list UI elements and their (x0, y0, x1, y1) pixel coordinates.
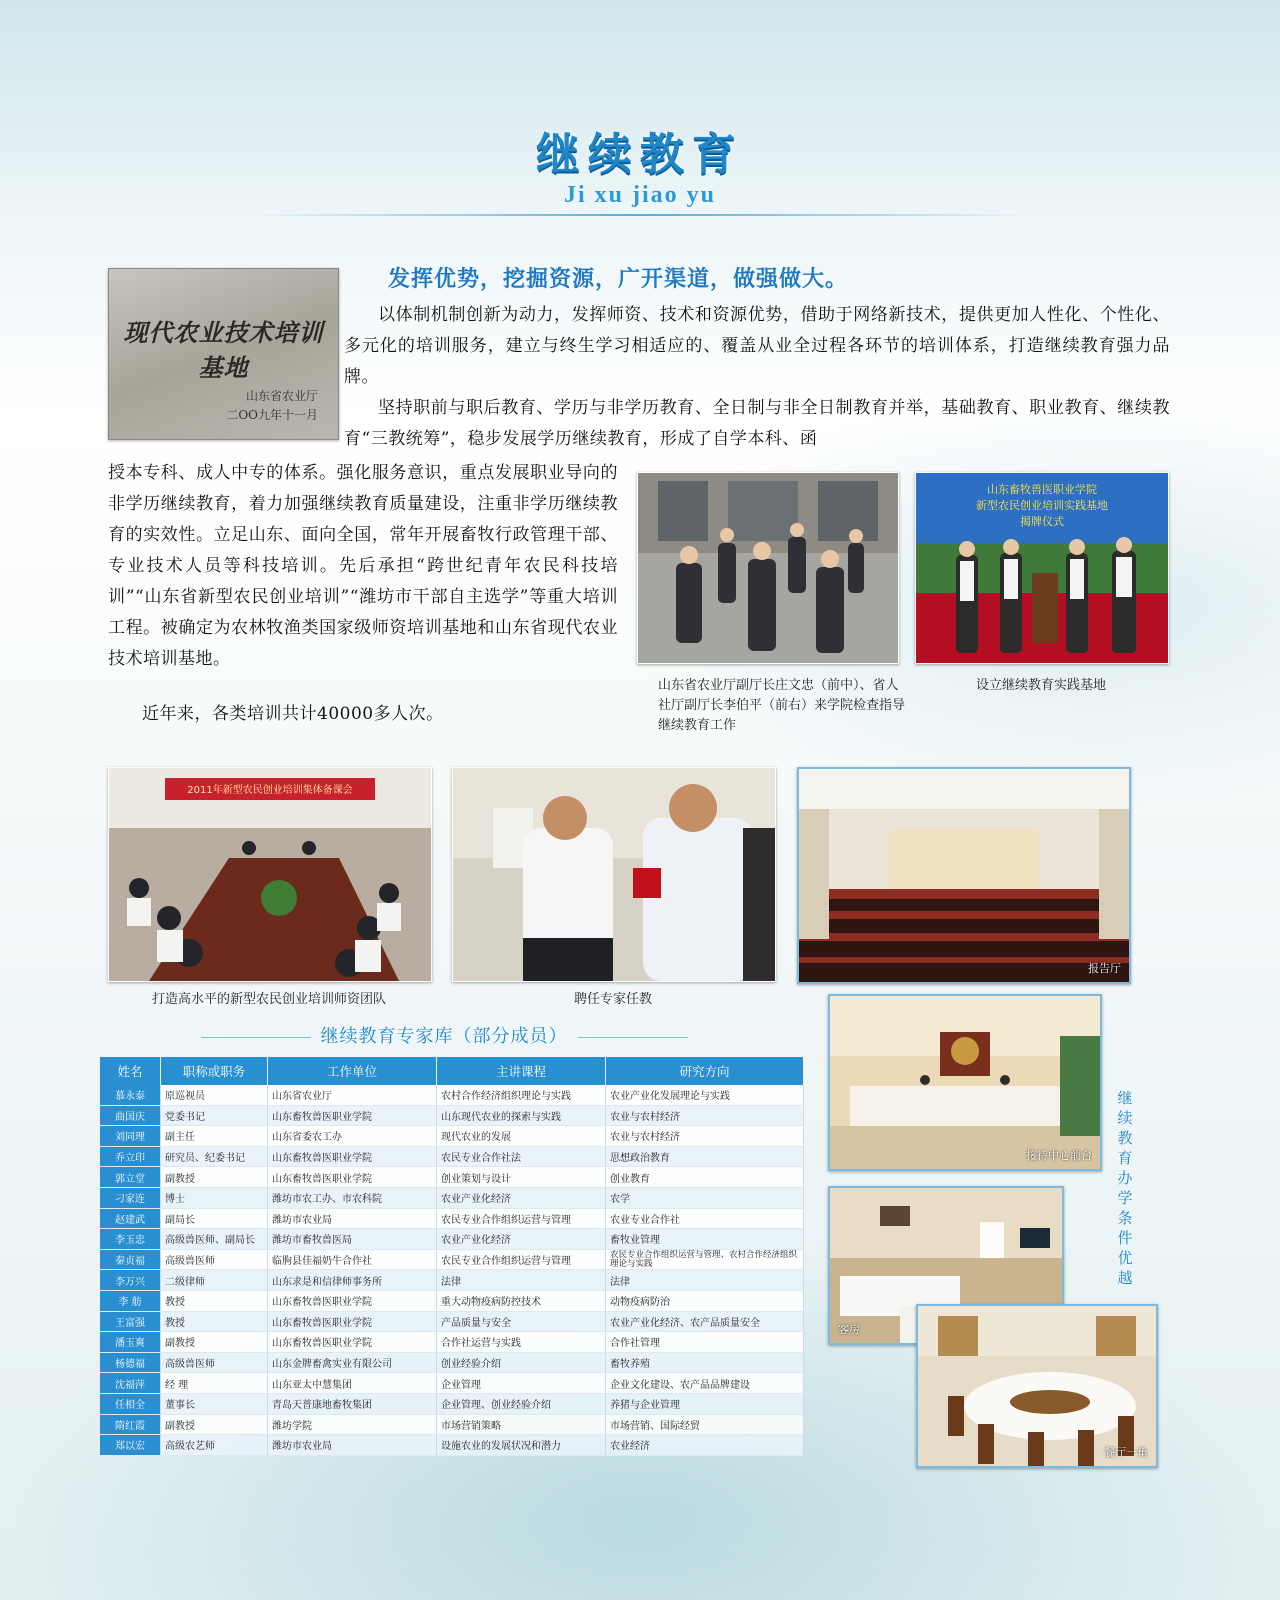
expert-name: 刘同理 (100, 1126, 161, 1147)
expert-title: 副局长 (161, 1208, 268, 1229)
training-base-plaque-photo (108, 268, 339, 440)
expert-unit: 山东亚太中慧集团 (268, 1373, 437, 1394)
table-row (100, 1167, 804, 1188)
expert-title: 副教授 (161, 1332, 268, 1353)
expert-course: 重大动物疫病防控技术 (437, 1290, 606, 1311)
expert-name: 任相全 (100, 1393, 161, 1414)
expert-unit: 潍坊市农业局 (268, 1208, 437, 1229)
expert-title: 董事长 (161, 1393, 268, 1414)
expert-name: 曲国庆 (100, 1105, 161, 1126)
table-row (100, 1414, 804, 1435)
table-row (100, 1290, 804, 1311)
expert-research: 动物疫病防治 (606, 1290, 804, 1311)
expert-unit: 山东畜牧兽医职业学院 (268, 1146, 437, 1167)
expert-research: 农业产业化发展理论与实践 (606, 1085, 804, 1105)
expert-unit: 青岛天普康地畜牧集团 (268, 1393, 437, 1414)
expert-unit: 山东省委农工办 (268, 1126, 437, 1147)
expert-research: 畜牧业管理 (606, 1229, 804, 1250)
table-row (100, 1249, 804, 1270)
expert-unit: 潍坊市畜牧兽医局 (268, 1229, 437, 1250)
page-title: 继续教育 (536, 129, 744, 180)
expert-name: 刁家连 (100, 1187, 161, 1208)
col-research: 研究方向 (606, 1057, 804, 1085)
expert-name: 杨德福 (100, 1352, 161, 1373)
expert-course: 农村合作经济组织理论与实践 (437, 1085, 606, 1105)
col-course: 主讲课程 (437, 1057, 606, 1085)
col-title: 职称或职务 (161, 1057, 268, 1085)
inspection-caption: 山东省农业厅副厅长庄文忠（前中）、省人社厅副厅长李伯平（前右）来学院检查指导继续教育工作 (658, 678, 906, 733)
expert-research: 农业产业化经济、农产品质量安全 (606, 1311, 804, 1332)
expert-research: 农业与农村经济 (606, 1105, 804, 1126)
dining-room-label: 餐厅一角 (1104, 1446, 1148, 1459)
table-row (100, 1208, 804, 1229)
table-row (100, 1146, 804, 1167)
expert-research: 养猪与企业管理 (606, 1393, 804, 1414)
expert-unit: 临朐县佳福奶牛合作社 (268, 1249, 437, 1270)
appointment-photo (452, 767, 776, 982)
ceremony-banner-line-1: 山东畜牧兽医职业学院 (987, 483, 1097, 496)
expert-course: 产品质量与安全 (437, 1311, 606, 1332)
expert-research: 畜牧养殖 (606, 1352, 804, 1373)
table-row (100, 1126, 804, 1147)
expert-name: 隋红霞 (100, 1414, 161, 1435)
slogan: 发挥优势，挖掘资源，广开渠道，做强做大。 (388, 267, 849, 292)
table-row (100, 1332, 804, 1353)
table-row (100, 1270, 804, 1291)
expert-name: 潘玉爽 (100, 1332, 161, 1353)
expert-title: 党委书记 (161, 1105, 268, 1126)
expert-unit: 山东畜牧兽医职业学院 (268, 1332, 437, 1353)
expert-research: 农业专业合作社 (606, 1208, 804, 1229)
expert-table-header (100, 1057, 804, 1085)
expert-name: 慕永泰 (100, 1085, 161, 1105)
expert-course: 企业管理、创业经验介绍 (437, 1393, 606, 1414)
ceremony-photo (915, 472, 1169, 664)
table-row (100, 1105, 804, 1126)
intro-paragraph-3: 授本专科、成人中专的体系。强化服务意识，重点发展职业导向的非学历继续教育，着力加强继续教育质量建设，注重非学历继续教育的实效性。立足山东、面向全国，常年开展畜牧行政管理干部、专业技术人员等科技培训。先后承担“跨世纪青年农民科技培训”“山东省新型农民创业培训”“潍坊市干部自主选学”等重大培训工程。被确定为农林牧渔类国家级师资培训基地和山东省现代农业技术培训基地。 (108, 463, 618, 669)
intro-paragraph-2: 坚持职前与职后教育、学历与非学历教育、全日制与非全日制教育并举，基础教育、职业教育、继续教育“三教统筹”，稳步发展学历继续教育，形成了自学本科、函 (344, 398, 1170, 449)
table-row (100, 1435, 804, 1456)
expert-name: 李玉忠 (100, 1229, 161, 1250)
expert-research: 市场营销、国际经贸 (606, 1414, 804, 1435)
expert-course: 设施农业的发展状况和潜力 (437, 1435, 606, 1456)
expert-title: 二级律师 (161, 1270, 268, 1291)
expert-title: 副主任 (161, 1126, 268, 1147)
expert-title: 原巡视员 (161, 1085, 268, 1105)
expert-course: 农业产业化经济 (437, 1187, 606, 1208)
table-row (100, 1229, 804, 1250)
expert-name: 李 舫 (100, 1290, 161, 1311)
conditions-vertical-label: 继续教育办学条件优越 (1117, 1089, 1133, 1287)
expert-name: 沈福萍 (100, 1373, 161, 1394)
table-row (100, 1187, 804, 1208)
expert-name: 郑以宏 (100, 1435, 161, 1456)
expert-title: 经 理 (161, 1373, 268, 1394)
expert-unit: 潍坊学院 (268, 1414, 437, 1435)
reception-photo (828, 994, 1102, 1171)
expert-title: 博士 (161, 1187, 268, 1208)
col-unit: 工作单位 (268, 1057, 437, 1085)
expert-research: 农民专业合作组织运营与管理、农村合作经济组织理论与实践 (606, 1249, 804, 1270)
expert-research: 企业文化建设、农产品品牌建设 (606, 1373, 804, 1394)
table-row (100, 1311, 804, 1332)
expert-unit: 潍坊市农工办、市农科院 (268, 1187, 437, 1208)
expert-course: 农民专业合作组织运营与管理 (437, 1249, 606, 1270)
expert-title-right-line (578, 1037, 688, 1038)
expert-course: 农业产业化经济 (437, 1229, 606, 1250)
expert-title: 副教授 (161, 1167, 268, 1188)
expert-unit: 山东求是和信律师事务所 (268, 1270, 437, 1291)
intro-paragraph-1: 以体制机制创新为动力，发挥师资、技术和资源优势，借助于网络新技术，提供更加人性化、个性化、多元化的培训服务，建立与终生学习相适应的、覆盖从业全过程各环节的培训体系，打造继续教育强力品牌。 (344, 305, 1170, 387)
expert-unit: 山东畜牧兽医职业学院 (268, 1311, 437, 1332)
expert-unit: 潍坊市农业局 (268, 1435, 437, 1456)
expert-title: 高级兽医师 (161, 1249, 268, 1270)
appointment-caption: 聘任专家任教 (573, 992, 652, 1007)
expert-research: 创业教育 (606, 1167, 804, 1188)
expert-title: 高级农艺师 (161, 1435, 268, 1456)
expert-unit: 山东畜牧兽医职业学院 (268, 1290, 437, 1311)
expert-title: 副教授 (161, 1414, 268, 1435)
expert-course: 现代农业的发展 (437, 1126, 606, 1147)
expert-table-title-wrap (100, 1022, 788, 1048)
meeting-banner-text: 2011年新型农民创业培训集体备课会 (187, 785, 353, 796)
table-row (100, 1352, 804, 1373)
meeting-caption: 打造高水平的新型农民创业培训师资团队 (151, 992, 386, 1007)
expert-research: 农学 (606, 1187, 804, 1208)
expert-name: 乔立印 (100, 1146, 161, 1167)
expert-title-left-line (201, 1037, 311, 1038)
table-row (100, 1393, 804, 1414)
expert-unit: 山东畜牧兽医职业学院 (268, 1105, 437, 1126)
page-subtitle: Ji xu jiao yu (563, 182, 717, 208)
expert-research: 思想政治教育 (606, 1146, 804, 1167)
expert-course: 企业管理 (437, 1373, 606, 1394)
guest-room-label: 客房 (838, 1323, 860, 1336)
expert-table (100, 1057, 804, 1456)
expert-unit: 山东省农业厅 (268, 1085, 437, 1105)
plaque-org: 山东省农业厅 (245, 389, 318, 403)
table-row (100, 1373, 804, 1394)
expert-course: 创业经验介绍 (437, 1352, 606, 1373)
expert-course: 农民专业合作组织运营与管理 (437, 1208, 606, 1229)
expert-unit: 山东金牌畜禽实业有限公司 (268, 1352, 437, 1373)
ceremony-banner-line-2: 新型农民创业培训实践基地 (976, 499, 1108, 512)
expert-course: 市场营销策略 (437, 1414, 606, 1435)
expert-table-title: 继续教育专家库（部分成员） (320, 1026, 568, 1047)
plaque-title: 现代农业技术培训基地 (123, 318, 324, 382)
table-row (100, 1085, 804, 1105)
expert-title: 教授 (161, 1290, 268, 1311)
expert-unit: 山东畜牧兽医职业学院 (268, 1167, 437, 1188)
title-divider (250, 214, 1030, 216)
expert-name: 赵建武 (100, 1208, 161, 1229)
expert-research: 农业经济 (606, 1435, 804, 1456)
expert-course: 创业策划与设计 (437, 1167, 606, 1188)
plaque-date: 二OO九年十一月 (226, 408, 318, 422)
expert-title: 高级兽医师、副局长 (161, 1229, 268, 1250)
expert-name: 李万兴 (100, 1270, 161, 1291)
expert-course: 法律 (437, 1270, 606, 1291)
expert-research: 农业与农村经济 (606, 1126, 804, 1147)
col-name: 姓名 (100, 1057, 161, 1085)
ceremony-banner-line-3: 揭牌仪式 (1020, 515, 1064, 528)
ceremony-caption: 设立继续教育实践基地 (975, 678, 1106, 693)
lecture-hall-photo (797, 767, 1131, 984)
expert-name: 王富强 (100, 1311, 161, 1332)
lecture-hall-label: 报告厅 (1088, 962, 1121, 975)
inspection-photo (637, 472, 899, 664)
expert-course: 山东现代农业的探索与实践 (437, 1105, 606, 1126)
expert-research: 法律 (606, 1270, 804, 1291)
expert-name: 郭立堂 (100, 1167, 161, 1188)
dining-room-photo (916, 1304, 1158, 1468)
meeting-photo (108, 767, 432, 982)
expert-title: 教授 (161, 1311, 268, 1332)
expert-title: 研究员、纪委书记 (161, 1146, 268, 1167)
intro-paragraph-4: 近年来，各类培训共计40000多人次。 (142, 704, 444, 724)
expert-name: 秦贞福 (100, 1249, 161, 1270)
expert-course: 合作社运营与实践 (437, 1332, 606, 1353)
expert-title: 高级兽医师 (161, 1352, 268, 1373)
expert-course: 农民专业合作社法 (437, 1146, 606, 1167)
reception-label: 接待中心前台 (1026, 1149, 1092, 1162)
expert-research: 合作社管理 (606, 1332, 804, 1353)
